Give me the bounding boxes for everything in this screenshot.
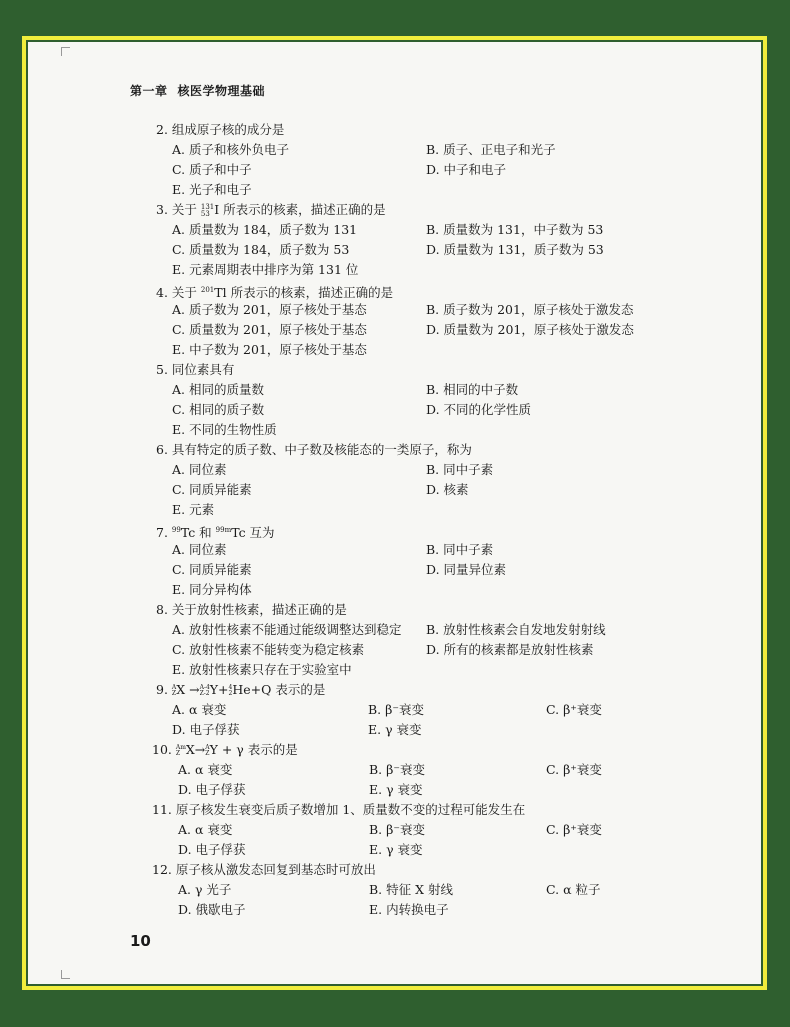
- option: D. 不同的化学性质: [426, 402, 532, 417]
- option-row: [28, 420, 761, 440]
- stem-suffix: 互为: [245, 525, 275, 541]
- atomic-number: Z: [205, 749, 210, 757]
- option: E. 中子数为 201，原子核处于基态: [172, 342, 367, 357]
- option-row: [28, 320, 761, 340]
- element-symbol: Tc: [231, 525, 246, 541]
- option: C. β⁺衰变: [546, 762, 602, 777]
- option: B. β⁻衰变: [369, 822, 425, 837]
- option: C. β⁺衰变: [546, 702, 602, 717]
- equation-part: He+Q: [232, 682, 272, 697]
- option: A. α 衰变: [172, 702, 227, 717]
- option: B. 放射性核素会自发地发射射线: [426, 622, 606, 637]
- option: C. 质量数为 201，原子核处于基态: [172, 322, 367, 337]
- option-row: [28, 240, 761, 260]
- question-stem: [28, 520, 761, 540]
- option: B. 同中子素: [426, 462, 494, 477]
- option: C. β⁺衰变: [546, 822, 602, 837]
- option: E. 放射性核素只存在于实验室中: [172, 662, 352, 677]
- element-symbol: Tl: [214, 285, 227, 301]
- chapter-header: [130, 82, 275, 99]
- stem-text: 8. 关于放射性核素，描述正确的是: [156, 602, 347, 617]
- option: D. 核素: [426, 482, 469, 497]
- option: E. 光子和电子: [172, 182, 252, 197]
- option-row: [28, 620, 761, 640]
- option: E. 元素周期表中排序为第 131 位: [172, 262, 359, 277]
- option: B. β⁻衰变: [368, 702, 424, 717]
- option-row: [28, 540, 761, 560]
- atomic-number: 2: [228, 689, 233, 697]
- mass-number: Am: [175, 743, 186, 751]
- mass-number: A-4: [199, 683, 210, 691]
- option: E. 内转换电子: [369, 902, 449, 917]
- mass-number: 201: [200, 286, 215, 294]
- option: D. 中子和电子: [426, 162, 507, 177]
- option: E. γ 衰变: [368, 722, 422, 737]
- option: C. 同质异能素: [172, 482, 252, 497]
- option-row: [28, 820, 761, 840]
- question-stem: [28, 800, 761, 820]
- option: B. 质子、正电子和光子: [426, 142, 556, 157]
- question-stem: [28, 860, 761, 880]
- option: A. 同位素: [172, 542, 227, 557]
- option: B. 质子数为 201，原子核处于激发态: [426, 302, 634, 317]
- option-row: [28, 880, 761, 900]
- option: E. 元素: [172, 502, 215, 517]
- option: C. α 粒子: [546, 882, 601, 897]
- option: B. 相同的中子数: [426, 382, 519, 397]
- crop-mark: [61, 47, 70, 56]
- option: B. 同中子素: [426, 542, 494, 557]
- document-page: [28, 42, 761, 984]
- atomic-number: Z: [171, 689, 177, 697]
- option: A. 相同的质量数: [172, 382, 264, 397]
- option: D. 质量数为 201，原子核处于激发态: [426, 322, 634, 337]
- question-stem: [28, 680, 761, 700]
- stem-text: 5. 同位素具有: [156, 362, 235, 377]
- option-row: [28, 140, 761, 160]
- option-row: [28, 640, 761, 660]
- option-row: [28, 400, 761, 420]
- stem-prefix: 9.: [156, 682, 172, 697]
- option: D. 同量异位素: [426, 562, 507, 577]
- question-stem: [28, 740, 761, 760]
- question-stem: [28, 440, 761, 460]
- option-row: [28, 220, 761, 240]
- option-row: [28, 340, 761, 360]
- stem-text: 6. 具有特定的质子数、中子数及核能态的一类原子，称为: [156, 442, 472, 457]
- option: A. 放射性核素不能通过能级调整达到稳定: [172, 622, 402, 637]
- option: C. 质子和中子: [172, 162, 252, 177]
- option-row: [28, 660, 761, 680]
- option: A. γ 光子: [178, 882, 232, 897]
- stem-suffix: 表示的是: [243, 742, 298, 757]
- option-row: [28, 900, 761, 920]
- option-row: [28, 260, 761, 280]
- stem-text: 2. 组成原子核的成分是: [156, 122, 285, 137]
- stem-text: 12. 原子核从激发态回复到基态时可放出: [152, 862, 376, 877]
- option: D. 俄歇电子: [178, 902, 246, 917]
- option: E. γ 衰变: [369, 842, 423, 857]
- atomic-number: 53: [200, 209, 210, 218]
- nuclide-indices: [200, 685, 210, 697]
- page-number: 10: [130, 932, 151, 950]
- option: A. α 衰变: [178, 822, 233, 837]
- option: A. 质子和核外负电子: [172, 142, 289, 157]
- option: E. γ 衰变: [369, 782, 423, 797]
- stem-prefix: 10.: [152, 742, 176, 757]
- option: D. 质量数为 131，质子数为 53: [426, 242, 604, 257]
- option-row: [28, 160, 761, 180]
- option-row: [28, 560, 761, 580]
- option-row: [28, 480, 761, 500]
- mass-number: 131: [200, 202, 215, 211]
- question-list: [28, 120, 761, 920]
- stem-text: [152, 740, 298, 760]
- atomic-number: Z-2: [199, 689, 210, 697]
- equation-part: X→: [185, 742, 206, 757]
- question-stem: [28, 360, 761, 380]
- option-row: [28, 780, 761, 800]
- option: D. 电子俘获: [172, 722, 240, 737]
- option-row: [28, 760, 761, 780]
- question-stem: [28, 120, 761, 140]
- equation-part: Y+: [209, 682, 229, 697]
- stem-suffix: 所表示的核素，描述正确的是: [219, 202, 386, 217]
- option-row: [28, 840, 761, 860]
- nuclide-indices: [176, 745, 186, 757]
- option: A. 质量数为 184，质子数为 131: [172, 222, 358, 237]
- option: B. β⁻衰变: [369, 762, 425, 777]
- option-row: [28, 380, 761, 400]
- chapter-number: 第一章: [130, 84, 168, 98]
- stem-prefix: 3. 关于: [156, 202, 201, 217]
- option: D. 电子俘获: [178, 842, 246, 857]
- stem-text: 11. 原子核发生衰变后质子数增加 1、质量数不变的过程可能发生在: [152, 802, 526, 817]
- element-symbol: Tc: [180, 525, 196, 541]
- isotope-indices: [201, 204, 214, 218]
- option-row: [28, 460, 761, 480]
- equation-part: X →: [176, 682, 200, 697]
- mass-number: 4: [228, 683, 233, 691]
- option: C. 同质异能素: [172, 562, 252, 577]
- option-row: [28, 580, 761, 600]
- option: C. 质量数为 184，质子数为 53: [172, 242, 350, 257]
- option: D. 电子俘获: [178, 782, 246, 797]
- stem-mid: 和: [195, 525, 216, 541]
- stem-suffix: 表示的是: [271, 682, 326, 697]
- atomic-number: Z: [175, 749, 181, 757]
- option: C. 相同的质子数: [172, 402, 265, 417]
- stem-prefix: 7.: [156, 525, 172, 541]
- option-row: [28, 500, 761, 520]
- question-stem: [28, 200, 761, 220]
- chapter-title: 核医学物理基础: [177, 84, 266, 98]
- option: E. 不同的生物性质: [172, 422, 277, 437]
- question-stem: [28, 280, 761, 300]
- option: A. α 衰变: [178, 762, 233, 777]
- stem-text: [156, 200, 386, 220]
- option: A. 质子数为 201，原子核处于基态: [172, 302, 367, 317]
- option: E. 同分异构体: [172, 582, 252, 597]
- element-symbol: I: [214, 202, 220, 217]
- option-row: [28, 720, 761, 740]
- stem-prefix: 4. 关于: [156, 285, 201, 301]
- stem-suffix: 所表示的核素，描述正确的是: [226, 285, 394, 301]
- option-row: [28, 180, 761, 200]
- mass-number: 99m: [215, 526, 232, 534]
- option-row: [28, 300, 761, 320]
- option: C. 放射性核素不能转变为稳定核素: [172, 642, 365, 657]
- mass-number: A: [171, 683, 177, 691]
- mass-number: 99: [171, 526, 181, 534]
- question-stem: [28, 600, 761, 620]
- option: D. 所有的核素都是放射性核素: [426, 642, 594, 657]
- option: B. 质量数为 131，中子数为 53: [426, 222, 604, 237]
- option: A. 同位素: [172, 462, 227, 477]
- mass-number: A: [205, 743, 210, 751]
- stem-text: [156, 680, 325, 700]
- option-row: [28, 700, 761, 720]
- option: B. 特征 X 射线: [369, 882, 453, 897]
- equation-part: Y + γ: [209, 742, 244, 757]
- crop-mark: [61, 970, 70, 979]
